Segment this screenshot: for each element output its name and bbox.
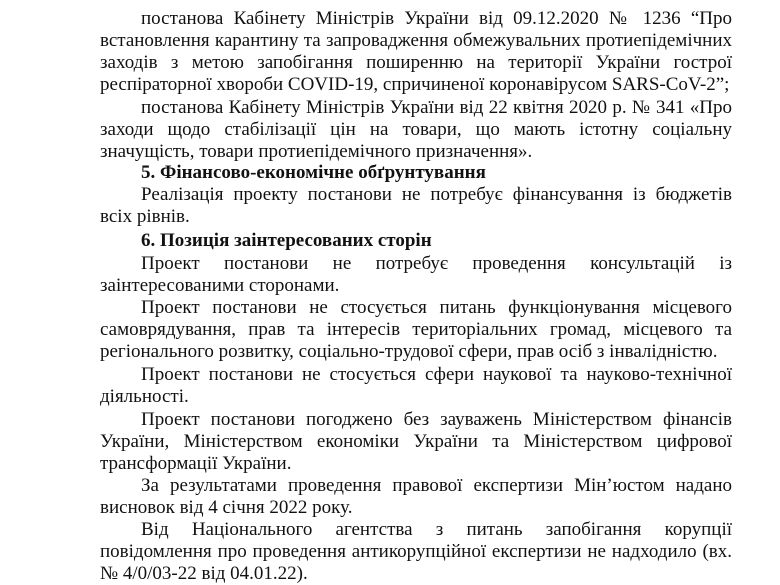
paragraph-financing: Реалізація проекту постанови не потребує фінансування із бюджетів всіх рівнів. <box>100 184 732 227</box>
paragraph-local-government: Проект постанови не стосується питань функціонування місцевого самоврядування, прав та інтересів територіальних громад, місцевого та регіонального розвитку, соціально-трудової сфери, прав осіб з інвалідністю. <box>100 297 732 362</box>
paragraph-approvals: Проект постанови погоджено без зауважень Міністерством фінансів України, Міністерством економіки України та Міністерством цифрової трансформації України. <box>100 409 732 474</box>
paragraph-resolution-1236: постанова Кабінету Міністрів України від 09.12.2020 № 1236 “Про встановлення карантину та запровадження обмежувальних протиепідемічних заходів з метою запобігання поширенню на території України гострої респіраторної хвороби COVID-19, спричиненої коронавірусом SARS-CoV-2”; <box>100 8 732 95</box>
paragraph-anticorruption: Від Національного агентства з питань запобігання корупції повідомлення про проведення антикорупційної експертизи не надходило (вх. № 4/0/03-22 від 04.01.22). <box>100 519 732 584</box>
paragraph-science: Проект постанови не стосується сфери наукової та науково-технічної діяльності. <box>100 364 732 407</box>
paragraph-legal-expertise: За результатами проведення правової експертизи Мін’юстом надано висновок від 4 січня 2022 року. <box>100 475 732 518</box>
paragraph-resolution-341: постанова Кабінету Міністрів України від 22 квітня 2020 р. № 341 «Про заходи щодо стабілізації цін на товари, що мають істотну соціальну значущість, товари протиепідемічного призначення». <box>100 97 732 162</box>
section-heading-stakeholders: 6. Позиція заінтересованих сторін <box>141 230 432 251</box>
paragraph-consultations: Проект постанови не потребує проведення консультацій із заінтересованими сторонами. <box>100 253 732 296</box>
section-heading-financial: 5. Фінансово-економічне обґрунтування <box>141 162 486 183</box>
